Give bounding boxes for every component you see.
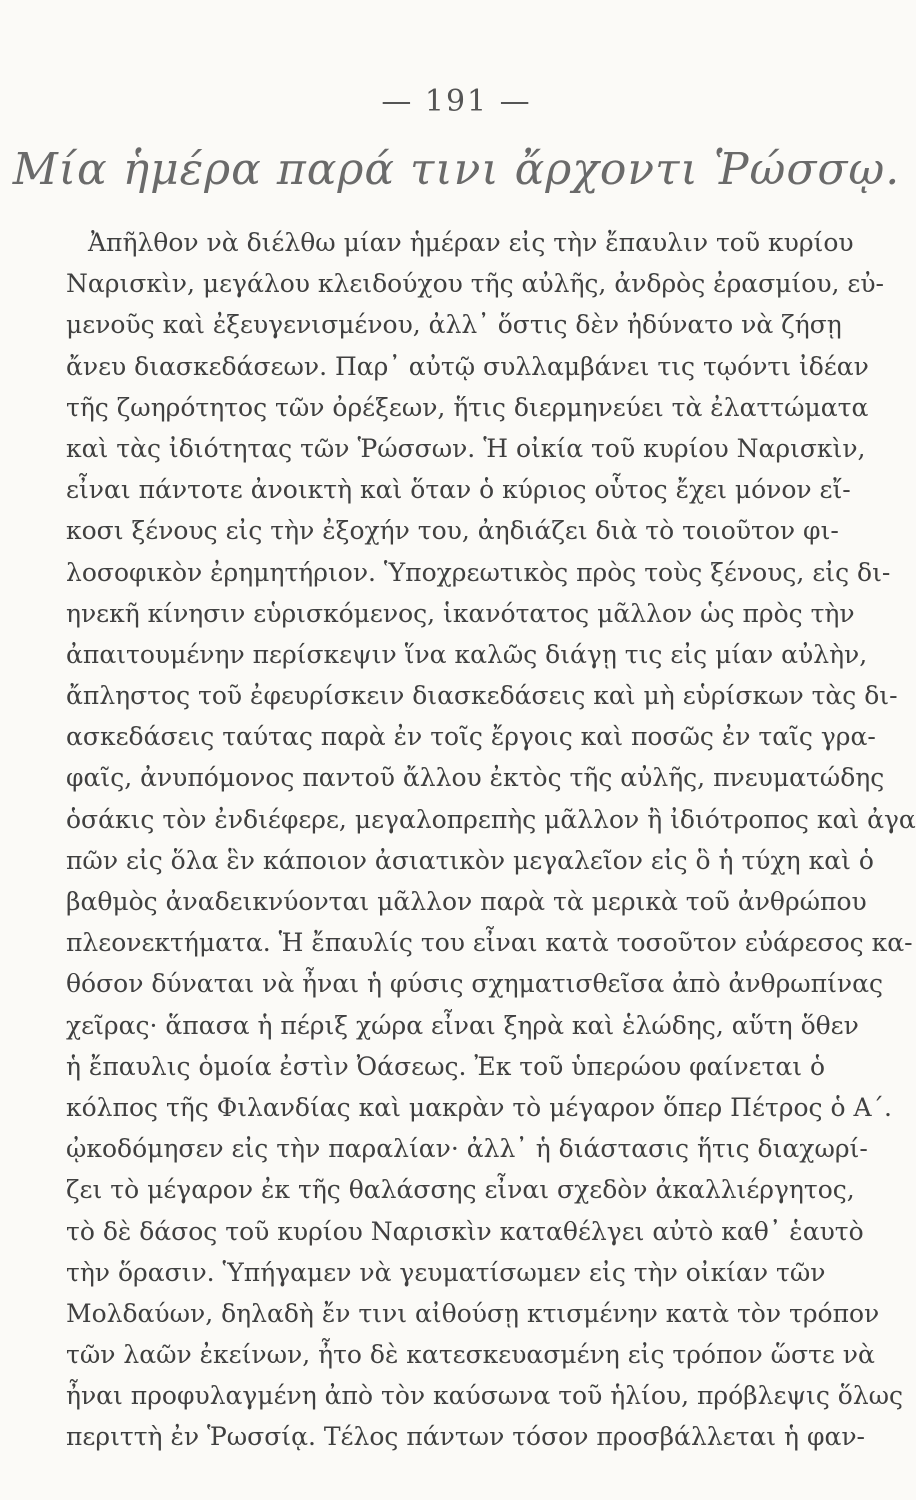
text-line: λοσοφικὸν ἐρημητήριον. Ὑποχρεωτικὸς πρὸς τοὺς ξένους, εἰς δι- [66, 557, 891, 587]
text-line: Ναρισκὶν, μεγάλου κλειδούχου τῆς αὐλῆς, ἀνδρὸς ἐρασμίου, εὐ- [66, 269, 885, 299]
text-line: βαθμὸς ἀναδεικνύονται μᾶλλον παρὰ τὰ μερικὰ τοῦ ἀνθρώπου [66, 887, 867, 916]
text-line: ἡ ἔπαυλις ὁμοία ἐστὶν Ὀάσεως. Ἐκ τοῦ ὑπερώου φαίνεται ὁ [66, 1051, 825, 1081]
text-line: τὴν ὅρασιν. Ὑπήγαμεν νὰ γευματίσωμεν εἰς τὴν οἰκίαν τῶν [66, 1257, 826, 1287]
text-line: τῆς ζωηρότητος τῶν ὀρέξεων, ἥτις διερμηνεύει τὰ ἐλαττώματα [66, 392, 869, 422]
text-line: ασκεδάσεις ταύτας παρὰ ἐν τοῖς ἔργοις καὶ ποσῶς ἐν ταῖς γρα- [66, 722, 876, 752]
text-line: κόλπος τῆς Φιλανδίας καὶ μακρὰν τὸ μέγαρον ὅπερ Πέτρος ὁ Α΄. [66, 1092, 892, 1122]
text-line: ᾠκοδόμησεν εἰς τὴν παραλίαν· ἀλλ᾽ ἡ διάστασις ἥτις διαχωρί- [66, 1134, 868, 1164]
text-line: θόσον δύναται νὰ ἦναι ἡ φύσις σχηματισθεῖσα ἀπὸ ἀνθρωπίνας [66, 969, 883, 999]
chapter-title: Μία ἡμέρα παρά τινι ἄρχοντι Ῥώσσῳ. [12, 144, 901, 195]
text-line: ηνεκῆ κίνησιν εὑρισκόμενος, ἱκανότατος μᾶλλον ὡς πρὸς τὴν [66, 598, 855, 628]
text-line: πλεονεκτήματα. Ἡ ἔπαυλίς του εἶναι κατὰ τοσοῦτον εὐάρεσος κα- [66, 928, 913, 958]
text-line: ἀπαιτουμένην περίσκεψιν ἵνα καλῶς διάγῃ τις εἰς μίαν αὐλὴν, [66, 639, 868, 669]
text-line: Μολδαύων, δηλαδὴ ἔν τινι αἰθούσῃ κτισμένην κατὰ τὸν τρόπον [66, 1298, 880, 1328]
text-line: πῶν εἰς ὅλα ἓν κάποιον ἀσιατικὸν μεγαλεῖον εἰς ὃ ἡ τύχη καὶ ὁ [66, 845, 874, 875]
page-number: — 191 — [381, 84, 532, 119]
text-line: καὶ τὰς ἰδιότητας τῶν Ῥώσσων. Ἡ οἰκία τοῦ κυρίου Ναρισκὶν, [66, 433, 866, 463]
text-line: ἄπληστος τοῦ ἐφευρίσκειν διασκεδάσεις καὶ μὴ εὑρίσκων τὰς δι- [66, 681, 898, 711]
text-line: ἦναι προφυλαγμένη ἀπὸ τὸν καύσωνα τοῦ ἡλίου, πρόβλεψις ὅλως [66, 1381, 904, 1411]
text-line: περιττὴ ἐν Ῥωσσίᾳ. Τέλος πάντων τόσον προσβάλλεται ἡ φαν- [66, 1422, 865, 1452]
text-line: τῶν λαῶν ἐκείνων, ἦτο δὲ κατεσκευασμένη εἰς τρόπον ὥστε νὰ [66, 1340, 875, 1370]
text-line: ἄνευ διασκεδάσεων. Παρ᾽ αὐτῷ συλλαμβάνει τις τῳόντι ἰδέαν [66, 351, 869, 381]
text-line: φαῖς, ἀνυπόμονος παντοῦ ἄλλου ἐκτὸς τῆς αὐλῆς, πνευματώδης [66, 763, 885, 793]
text-line: ὁσάκις τὸν ἐνδιέφερε, μεγαλοπρεπὴς μᾶλλον ἢ ἰδιότροπος καὶ ἀγα [66, 804, 916, 834]
text-line: κοσι ξένους εἰς τὴν ἐξοχήν του, ἀηδιάζει διὰ τὸ τοιοῦτον φι- [66, 516, 839, 546]
text-line: τὸ δὲ δάσος τοῦ κυρίου Ναρισκὶν καταθέλγει αὐτὸ καθ᾽ ἑαυτὸ [66, 1216, 864, 1246]
body-text [66, 222, 916, 1458]
text-line: Ἀπῆλθον νὰ διέλθω μίαν ἡμέραν εἰς τὴν ἔπαυλιν τοῦ κυρίου [88, 228, 854, 257]
text-line: ζει τὸ μέγαρον ἐκ τῆς θαλάσσης εἶναι σχεδὸν ἀκαλλιέργητος, [66, 1175, 855, 1205]
text-line: χεῖρας· ἅπασα ἡ πέριξ χώρα εἶναι ξηρὰ καὶ ἑλώδης, αὕτη ὅθεν [66, 1010, 859, 1040]
text-line: μενοῦς καὶ ἐξευγενισμένου, ἀλλ᾽ ὅστις δὲν ἠδύνατο νὰ ζήσῃ [66, 310, 842, 340]
text-line: εἶναι πάντοτε ἀνοικτὴ καὶ ὅταν ὁ κύριος οὗτος ἔχει μόνον εἴ- [66, 475, 851, 505]
